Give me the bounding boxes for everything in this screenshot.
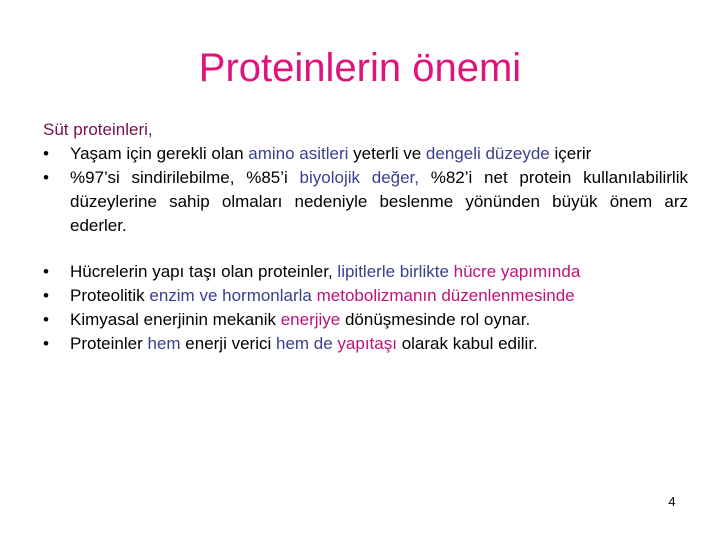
- page-number: 4: [668, 494, 676, 509]
- bullet-text-segment: olarak kabul edilir.: [396, 334, 538, 353]
- bullet-text-segment: Proteolitik: [70, 286, 150, 305]
- bullet-text-segment: lipitlerle birlikte: [337, 262, 449, 281]
- bullet-text-segment: dengeli düzeyde: [425, 144, 550, 163]
- bullet-text-segment: hücre yapımında: [453, 262, 581, 281]
- bullet-list-1: [43, 142, 688, 238]
- bullet-item: [43, 308, 688, 332]
- bullet-item: [43, 332, 688, 356]
- bullet-text-segment: biyolojik değer,: [299, 168, 419, 187]
- bullet-text-segment: hem de: [275, 334, 333, 353]
- bullet-text-segment: Yaşam için gerekli olan: [70, 144, 249, 163]
- bullet-item: [43, 166, 688, 238]
- bullet-text-segment: Hücrelerin yapı taşı olan proteinler,: [70, 262, 338, 281]
- bullet-text-segment: enerjiye: [280, 310, 341, 329]
- bullet-text-segment: yeterli ve: [348, 144, 426, 163]
- bullet-text-segment: %82’i net protein kullanılabilirlik düzeylerine sahip olmaları nedeniyle beslenme yönünden büyük önem arz ederler.: [70, 168, 688, 235]
- bullet-text-segment: içerir: [549, 144, 592, 163]
- bullet-text-segment: hem: [147, 334, 181, 353]
- bullet-text-segment: Proteinler: [70, 334, 148, 353]
- bullet-text-segment: enerji verici: [180, 334, 276, 353]
- intro-text: Süt proteinleri,: [43, 120, 153, 139]
- spacer: [43, 238, 688, 260]
- bullet-text-segment: Kimyasal enerjinin mekanik: [70, 310, 281, 329]
- bullet-text-segment: dönüşmesinde rol oynar.: [340, 310, 531, 329]
- bullet-text-segment: amino asitleri: [248, 144, 349, 163]
- bullet-text-segment: yapıtaşı: [337, 334, 397, 353]
- slide-body: [43, 118, 688, 356]
- bullet-text-segment: %97’si sindirilebilme, %85’i: [70, 168, 300, 187]
- bullet-text-segment: metobolizmanın düzenlenmesinde: [316, 286, 575, 305]
- bullet-item: [43, 142, 688, 166]
- slide-title: Proteinlerin önemi: [198, 46, 522, 90]
- bullet-text-segment: enzim ve hormonlarla: [149, 286, 312, 305]
- bullet-item: [43, 284, 688, 308]
- bullet-item: [43, 260, 688, 284]
- bullet-list-2: [43, 260, 688, 356]
